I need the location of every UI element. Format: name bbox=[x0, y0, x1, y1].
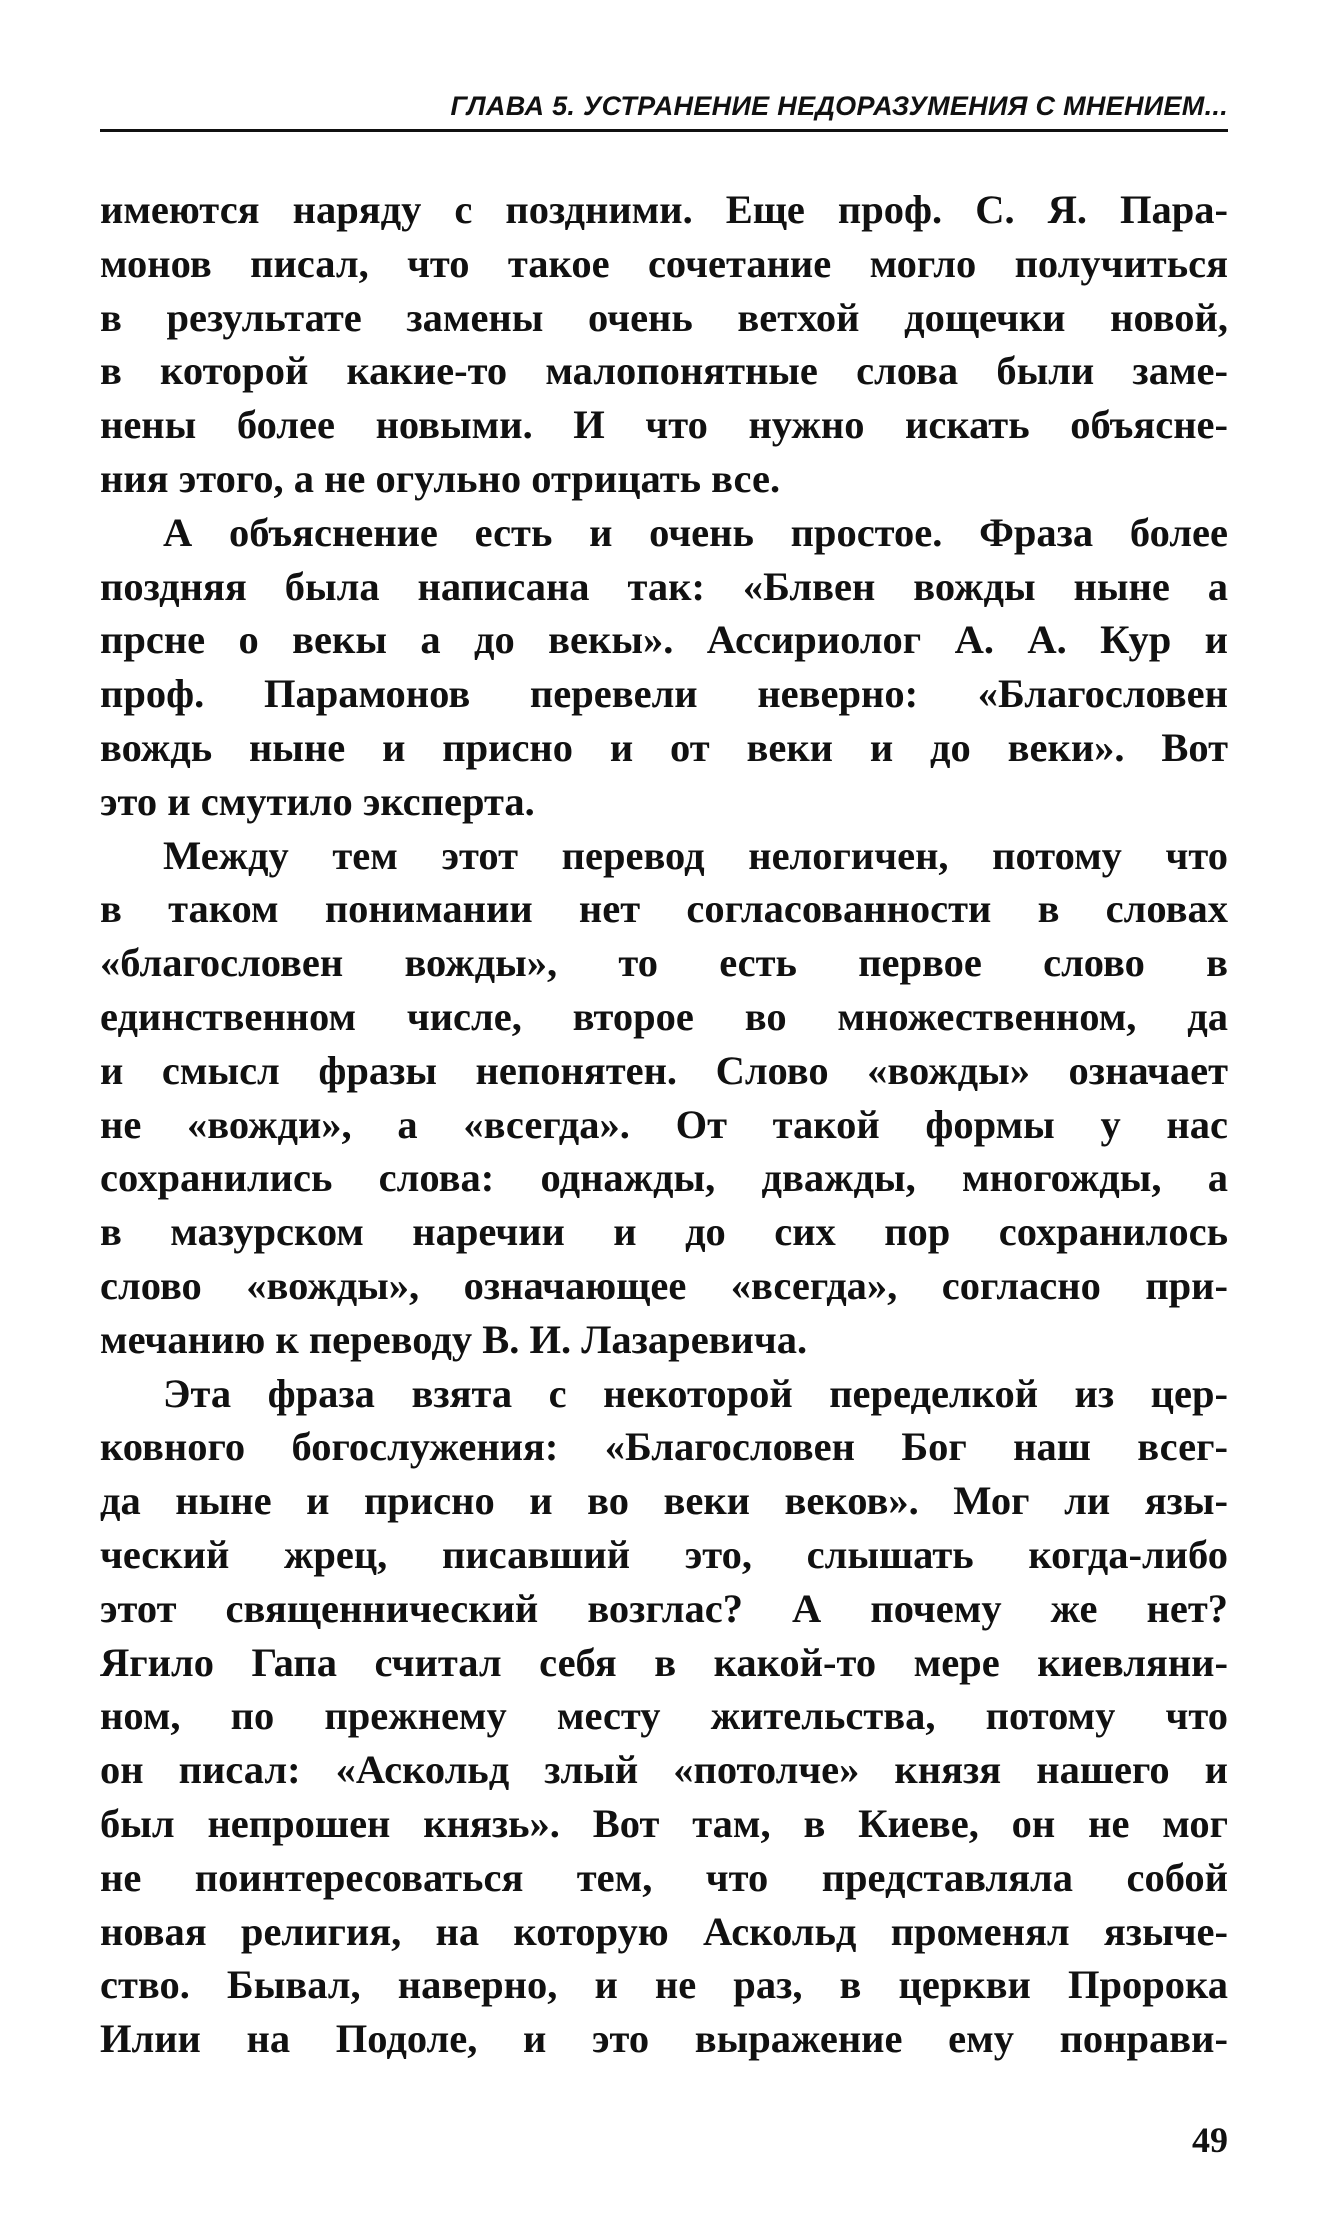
page-number: 49 bbox=[1192, 2120, 1228, 2160]
text-line: слово «вожды», означающее «всегда», согласно при- bbox=[100, 1262, 1228, 1308]
text-line: ство. Бывал, наверно, и не раз, в церкви Пророка bbox=[100, 1962, 1228, 2008]
text-line: да ныне и присно и во веки веков». Мог ли язы- bbox=[100, 1478, 1228, 1524]
text-line: вождь ныне и присно и от веки и до веки». Вот bbox=[100, 724, 1228, 770]
text-line: ковного богослужения: «Благословен Бог наш всег- bbox=[100, 1424, 1228, 1470]
text-line: ном, по прежнему месту жительства, потому что bbox=[100, 1693, 1228, 1739]
text-line: имеются наряду с поздними. Еще проф. С. Я. Пара- bbox=[100, 187, 1228, 232]
text-line: в которой какие-то малопонятные слова были заме- bbox=[100, 348, 1228, 394]
text-line: этот священнический возглас? А почему же нет? bbox=[100, 1585, 1228, 1631]
text-line: новая религия, на которую Аскольд променял языче- bbox=[100, 1908, 1228, 1954]
paragraph-3 bbox=[100, 829, 1228, 1367]
text-line: А объяснение есть и очень простое. Фраза более bbox=[163, 509, 1228, 555]
text-line: был непрошен князь». Вот там, в Киеве, он не мог bbox=[100, 1800, 1228, 1846]
text-line: не «вожди», а «всегда». От такой формы у нас bbox=[100, 1101, 1228, 1147]
paragraph-2 bbox=[100, 506, 1228, 829]
body-text bbox=[100, 183, 1228, 2066]
text-line: монов писал, что такое сочетание могло получиться bbox=[100, 240, 1228, 286]
paragraph-1 bbox=[100, 183, 1228, 506]
header-rule bbox=[100, 129, 1228, 132]
text-line: мечанию к переводу В. И. Лазаревича. bbox=[100, 1316, 808, 1362]
text-line: единственном числе, второе во множественном, да bbox=[100, 993, 1228, 1039]
text-line: прсне о векы а до векы». Ассириолог А. А. Кур и bbox=[100, 617, 1228, 663]
running-head: ГЛАВА 5. УСТРАНЕНИЕ НЕДОРАЗУМЕНИЯ С МНЕНИЕМ... bbox=[450, 91, 1228, 121]
text-line: Ягило Гапа считал себя в какой-то мере киевляни- bbox=[100, 1639, 1228, 1685]
text-line: проф. Парамонов перевели неверно: «Благословен bbox=[100, 671, 1228, 717]
paragraph-4 bbox=[100, 1367, 1228, 2066]
text-line: он писал: «Аскольд злый «потолче» князя нашего и bbox=[100, 1747, 1228, 1793]
text-line: ческий жрец, писавший это, слышать когда-либо bbox=[100, 1531, 1228, 1577]
text-line: нены более новыми. И что нужно искать объясне- bbox=[100, 402, 1228, 448]
text-line: ния этого, а не огульно отрицать все. bbox=[100, 455, 781, 501]
text-line: Эта фраза взята с некоторой переделкой из цер- bbox=[163, 1370, 1228, 1416]
text-line: в мазурском наречии и до сих пор сохранилось bbox=[100, 1209, 1228, 1255]
text-line: в таком понимании нет согласованности в словах bbox=[100, 886, 1228, 932]
text-line: сохранились слова: однажды, дважды, многожды, а bbox=[100, 1155, 1228, 1201]
text-line: это и смутило эксперта. bbox=[100, 778, 535, 824]
text-line: и смысл фразы непонятен. Слово «вожды» означает bbox=[100, 1047, 1228, 1093]
text-line: Илии на Подоле, и это выражение ему понрави- bbox=[100, 2016, 1228, 2062]
text-line: в результате замены очень ветхой дощечки новой, bbox=[100, 294, 1228, 340]
text-line: «благословен вожды», то есть первое слово в bbox=[100, 940, 1228, 986]
text-line: не поинтересоваться тем, что представляла собой bbox=[100, 1854, 1228, 1900]
text-line: поздняя была написана так: «Блвен вожды ныне а bbox=[100, 563, 1228, 609]
text-line: Между тем этот перевод нелогичен, потому что bbox=[163, 832, 1228, 878]
